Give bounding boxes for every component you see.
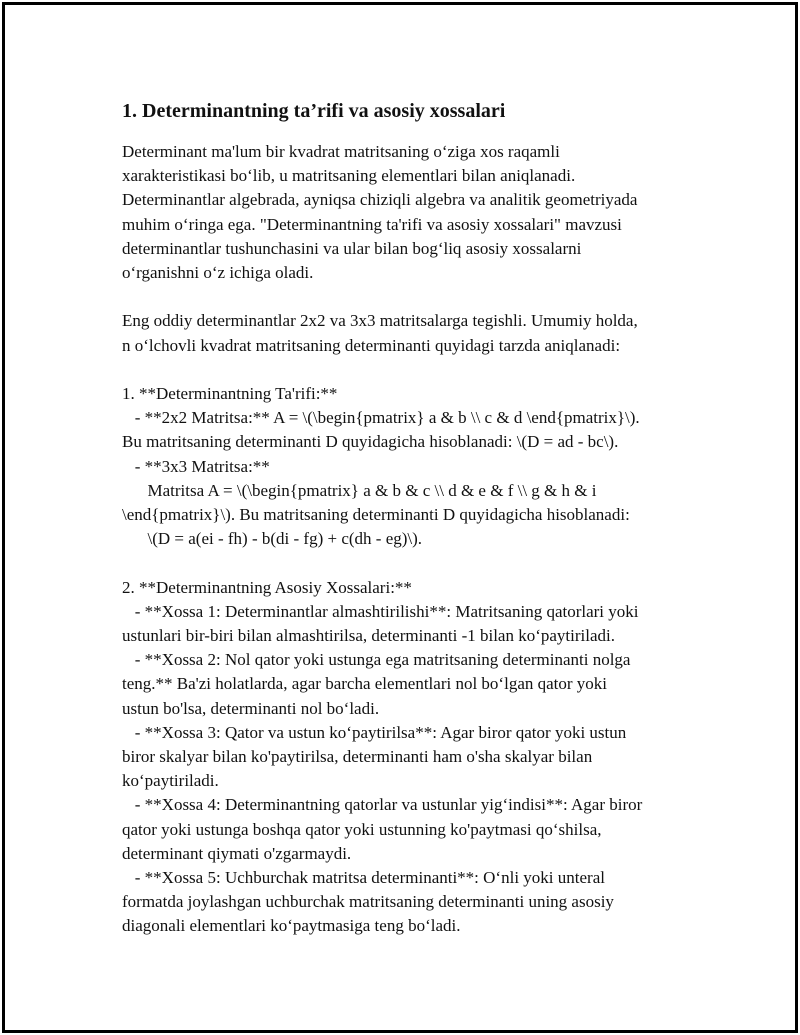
- text-line: teng.** Ba'zi holatlarda, agar barcha elementlari nol bo‘lgan qator yoki: [122, 674, 608, 694]
- text-line: Determinant ma'lum bir kvadrat matritsaning o‘ziga xos raqamli: [122, 142, 560, 161]
- text-line: - **Xossa 3: Qator va ustun ko‘paytirilsa**: Agar biror qator yoki ustun: [122, 722, 627, 742]
- document-title: 1. Determinantning ta’rifi va asosiy xossalari: [122, 100, 506, 122]
- paragraph-general: [122, 309, 712, 357]
- paragraph-spacer: [122, 358, 712, 382]
- section-definition: [122, 382, 712, 551]
- text-line: - **Xossa 4: Determinantning qatorlar va ustunlar yig‘indisi**: Agar biror: [122, 795, 643, 815]
- text-line: determinantlar tushunchasini va ular bilan bog‘liq asosiy xossalarni: [122, 238, 582, 258]
- text-line: - **2x2 Matritsa:** A = \(\begin{pmatrix} a & b \\ c & d \end{pmatrix}\).: [122, 408, 640, 428]
- paragraph-spacer: [122, 551, 712, 575]
- text-line: determinant qiymati o'zgarmaydi.: [122, 843, 352, 863]
- text-line: n o‘lchovli kvadrat matritsaning determinanti quyidagi tarzda aniqlanadi:: [122, 335, 621, 355]
- text-line: biror skalyar bilan ko'paytirilsa, determinanti ham o'sha skalyar bilan: [122, 747, 593, 767]
- paragraph-intro: [122, 140, 712, 285]
- text-line: Bu matritsaning determinanti D quyidagicha hisoblanadi: \(D = ad - bc\).: [122, 432, 619, 452]
- text-line: - **Xossa 2: Nol qator yoki ustunga ega matritsaning determinanti nolga: [122, 650, 631, 670]
- text-line: diagonali elementlari ko‘paytmasiga teng bo‘ladi.: [122, 916, 461, 936]
- text-line: 1. **Determinantning Ta'rifi:**: [122, 384, 338, 403]
- text-line: \(D = a(ei - fh) - b(di - fg) + c(dh - eg)\).: [122, 529, 423, 549]
- section-properties: [122, 576, 712, 939]
- page-frame: [2, 2, 798, 1033]
- text-line: Eng oddiy determinantlar 2x2 va 3x3 matritsalarga tegishli. Umumiy holda,: [122, 311, 638, 331]
- text-line: xarakteristikasi bo‘lib, u matritsaning elementlari bilan aniqlanadi.: [122, 166, 576, 186]
- text-line: o‘rganishni o‘z ichiga oladi.: [122, 263, 314, 283]
- text-line: \end{pmatrix}\). Bu matritsaning determinanti D quyidagicha hisoblanadi:: [122, 505, 630, 525]
- text-line: muhim o‘ringa ega. "Determinantning ta'rifi va asosiy xossalari" mavzusi: [122, 214, 622, 234]
- text-line: qator yoki ustunga boshqa qator yoki ustunning ko'paytmasi qo‘shilsa,: [122, 819, 602, 839]
- text-line: Matritsa A = \(\begin{pmatrix} a & b & c \\ d & e & f \\ g & h & i: [122, 480, 597, 500]
- paragraph-spacer: [122, 285, 712, 309]
- text-line: - **3x3 Matritsa:**: [122, 456, 270, 476]
- text-line: Determinantlar algebrada, ayniqsa chiziqli algebra va analitik geometriyada: [122, 190, 638, 210]
- document-body: [122, 97, 712, 939]
- text-line: ustunlari bir-biri bilan almashtirilsa, determinanti -1 bilan ko‘paytiriladi.: [122, 626, 616, 646]
- text-line: ustun bo'lsa, determinanti nol bo‘ladi.: [122, 698, 380, 718]
- text-line: - **Xossa 5: Uchburchak matritsa determinanti**: O‘nli yoki unteral: [122, 868, 605, 888]
- text-line: ko‘paytiriladi.: [122, 771, 219, 791]
- text-line: formatda joylashgan uchburchak matritsaning determinanti uning asosiy: [122, 892, 614, 912]
- text-line: 2. **Determinantning Asosiy Xossalari:**: [122, 577, 412, 597]
- text-line: - **Xossa 1: Determinantlar almashtirilishi**: Matritsaning qatorlari yoki: [122, 601, 639, 621]
